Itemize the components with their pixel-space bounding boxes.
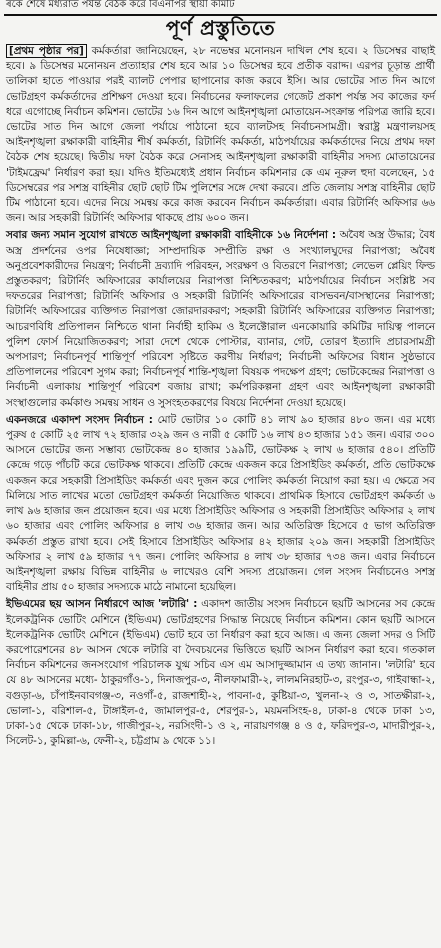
section-heading-glance: একনজরে একাদশ সংসদ নির্বাচন : <box>6 413 153 426</box>
paragraph-glance-text: মোট ভোটার ১০ কোটি ৪১ লাখ ৯০ হাজার ৪৮০ জন। এর মধ্যে পুরুষ ৫ কোটি ২৫ লাখ ৭২ হাজার ৩২৯ জন ও নারী ৫ কোটি ১৬ লাখ ৪৩ হাজার ১৫১ জন। এবার ৩০০ আসনে ভোটের জন্য সম্ভাব্য ভোটকেন্দ্র ৪০ হাজার ১৯৯টি, ভোটকক্ষ ২ লাখ ৬ হাজার ৫৪০। প্রতিটি কেন্দ্রে গড়ে পাঁচটি করে ভোটকক্ষ থাকবে। প্রতিটি কেন্দ্রে একজন করে প্রিসাইডিং কর্মকর্তা, প্রতি ভোটকক্ষে একজন করে সহকারী প্রিসাইডিং কর্মকর্তা এবং দুজন করে পোলিং কর্মকর্তা নিয়োগ করা হয়। এ ক্ষেত্রে সব মিলিয়ে সাত লাখের মতো ভোটগ্রহণ কর্মকর্তা নিয়োজিত থাকবে। প্রাথমিক হিসাবে ভোটগ্রহণ কর্মকর্তা ৬ লাখ ৯৬ হাজার জন প্রয়োজন হবে। এর মধ্যে প্রিসাইডিং অফিসার ও সহকারী প্রিসাইডিং অফিসার ২ লাখ ৬০ হাজার এবং পোলিং অফিসার ৪ লাখ ৩৬ হাজার জন। আর অতিরিক্ত হিসেবে ৫ ভাগ অতিরিক্ত কর্মকর্তা প্রস্তুত রাখা হবে। সেই হিসাবে প্রিসাইডিং অফিসার ৪২ হাজার ২০৯ জন। সহকারী প্রিসাইডিং অফিসার ২ লাখ ৫৯ হাজার ৭৭ জন। পোলিং অফিসার ৪ লাখ ৩৮ হাজার ৭৩৪ জন। এবার নির্বাচনে আইনশৃঙ্খলা রক্ষায় বিভিন্ন বাহিনীর ৬ লাখেরও বেশি সদস্য প্রয়োজন। গেল সংসদ নির্বাচনেও সশস্ত্র বাহিনীর প্রায় ৫০ হাজার সদস্যকে মাঠে নামানো হয়েছিল। <box>6 413 435 594</box>
paragraph-evm-lottery <box>6 597 435 749</box>
paragraph-intro <box>6 44 435 226</box>
article-body <box>6 44 435 751</box>
previous-article-tail: ৰকে শেষে মধ্যরাত পর্যন্ত বৈঠক করে বিএনপির স্থায়ী কমিটি <box>6 0 235 10</box>
continued-from-front-page-marker: [প্রথম পৃষ্ঠার পর] <box>6 44 87 58</box>
paragraph-election-at-a-glance <box>6 413 435 595</box>
section-heading-directives: সবার জন্য সমান সুযোগ রাখতে আইনশৃঙ্খলা রক্ষাকারী বাহিনীকে ১৬ নির্দেশনা : <box>6 229 336 242</box>
paragraph-directives-text: অবৈধ অস্ত্র উদ্ধার; বৈধ অস্ত্র প্রদর্শনের ওপর নিষেধাজ্ঞা; সাম্প্রদায়িক সম্প্রীতি রক্ষা ও সংখ্যালঘুদের নিরাপত্তা; অবৈধ অনুপ্রবেশকারীদের নিয়ন্ত্রণ; নির্বাচনী দ্রব্যাদি পরিবহন, সংরক্ষণ ও বিতরণে নিরাপত্তা; লেভেল প্লেয়িং ফিল্ড প্রস্তুতকরণ; রিটার্নিং অফিসারের কার্যালয়ের নিরাপত্তা নিশ্চিতকরণ; মাঠপর্যায়ের নির্বাচন সংশ্লিষ্ট সব দফতরের নিরাপত্তা; রিটার্নিং অফিসার ও সহকারী রিটার্নিং অফিসারের বাসভবন/বাসস্থানের নিরাপত্তা; রিটার্নিং অফিসারের ব্যক্তিগত নিরাপত্তা জোরদারকরণ; সহকারী রিটার্নিং অফিসারের ব্যক্তিগত নিরাপত্তা; আচরণবিধি প্রতিপালন নিশ্চিতে থানা নির্বাহী হাকিম ও ইলেক্টোরাল এনকোয়ারি কমিটির দায়িত্ব পালনে পুলিশ ফোর্স নিয়োজিতকরণ; সারা দেশে থেকে পোস্টার, ব্যানার, গেট, তোরণ ইত্যাদি প্রচারসামগ্রী অপসারণ; নির্বাচনপূর্ব শান্তিপূর্ণ পরিবেশ সৃষ্টিতে করণীয় নির্ধারণ; নির্বাচনী অফিসের বিধান সুষ্ঠভাবে প্রতিপালনের পরিবেশ সুগম করা; নির্বাচনপূর্ব শান্তি-শৃঙ্খলা বিষয়ক পদক্ষেপ গ্রহণ; ভোটকেন্দ্রের নিরাপত্তা ও নির্বাচনী এলাকায় শান্তিপূর্ণ পরিবেশ বজায় রাখা; কর্মপরিকল্পনা গ্রহণ এবং আইনশৃঙ্খলা রক্ষাকারী সংস্থাগুলোর কর্মকাণ্ড সমন্বয় সাধন ও সুসংহতকরণের বিষয়ে নির্দেশনা দেওয়া হয়েছে। <box>6 229 435 409</box>
paragraph-evm-text: একাদশ জাতীয় সংসদ নির্বাচনে ছয়টি আসনের সব কেন্দ্রে ইলেকট্রনিক ভোটিং মেশিনে (ইভিএম) ভোটগ্রহণের সিদ্ধান্ত নিয়েছে নির্বাচন কমিশন। কোন ছয়টি আসনে ইলেকট্রনিক ভোটিং মেশিনে (ইভিএম) ভোট হবে তা নির্ধারণ করা হবে আজ। এ জন্য জেলা সদর ও সিটি করপোরেশনের ৪৮ আসন থেকে লটারি বা দৈবচয়নের ভিত্তিতে ছয়টি আসন নির্ধারণ করা হবে। গতকাল নির্বাচন কমিশনের জনসংযোগ পরিচালক যুগ্ম সচিব এস এম আসাদুজ্জামান এ তথ্য জানান। 'লটারি' হবে যে ৪৮ আসনের মধ্যে- ঠাকুরগাঁও-১, দিনাজপুর-৩, নীলফামারী-২, লালমনিরহাট-৩, রংপুর-৩, গাইবান্ধা-২, বগুড়া-৬, চাঁপাইনবাবগঞ্জ-৩, নওগাঁ-৫, রাজশাহী-২, পাবনা-৫, কুষ্টিয়া-৩, খুলনা-২ ও ৩, সাতক্ষীরা-২, ভোলা-১, বরিশাল-৫, টাঙ্গাইল-৫, জামালপুর-৫, শেরপুর-১, ময়মনসিংহ-৪, ঢাকা-৪ থেকে ঢাকা ১৩, ঢাকা-১৫ থেকে ঢাকা-১৮, গাজীপুর-২, নরসিংদী-১ ও ২, নারায়ণগঞ্জ ৪ ও ৫, ফরিদপুর-৩, মাদারীপুর-২, সিলেট-১, কুমিল্লা-৬, ফেনী-২, চট্টগ্রাম ৯ থেকে ১১। <box>6 598 435 748</box>
section-heading-evm: ইভিএমের ছয় আসন নির্ধারণে আজ 'লটারি' : <box>6 598 198 611</box>
paragraph-security-directives <box>6 228 435 410</box>
page-title: পূর্ণ প্রস্তুতিতে <box>165 16 276 40</box>
paragraph-intro-text: কর্মকর্তারা জানিয়েছেন, ২৮ নভেম্বর মনোনয়ন দাখিল শেষ হবে। ২ ডিসেম্বর বাছাই হবে। ৯ ডিসেম্বর মনোনয়ন প্রত্যাহার শেষ হবে আর ১০ ডিসেম্বর হবে প্রতীক বরাদ্দ। এরপর চূড়ান্ত প্রার্থী তালিকা হাতে পাওয়ার পরই ব্যালট পেপার ছাপানোর কাজ করবে ইসি। আর ভোটের সাত দিন আগে ভোটগ্রহণ কর্মকর্তাদের প্রশিক্ষণ দেওয়া হবে। নির্বাচনের ফলাফলের গেজেট প্রকাশ পর্যন্ত সব কাজের ফর্দ ধরে এগোচ্ছে নির্বাচন কমিশন। ভোটের ১৬ দিন আগে আইনশৃঙ্খলা মোতায়েন-সংক্রান্ত পরিপত্র জারি হবে। ভোটের সাত দিন আগে জেলা পর্যায়ে পাঠানো হবে ব্যালটসহ নির্বাচনসামগ্রী। স্বরাষ্ট্র মন্ত্রণালয়সহ আইনশৃঙ্খলা রক্ষাকারী বাহিনীর শীর্ষ কর্মকর্তা, রিটার্নিং কর্মকর্তা, মাঠপর্যায়ের কর্মকর্তাদের নিয়ে প্রথম দফা বৈঠক শেষ হয়েছে। দ্বিতীয় দফা বৈঠক করে সেনাসহ আইনশৃঙ্খলা রক্ষাকারী বাহিনীর সদস্য মোতায়েনের 'টাইমফ্রেম' নির্ধারণ করা হয়। যদিও ইতিমধ্যেই প্রধান নির্বাচন কমিশনার কে এম নূরুল হুদা বলেছেন, ১৫ ডিসেম্বরের পর সশস্ত্র বাহিনীর ছোট ছোট টিম পুলিশের সঙ্গে দেখা করবে। প্রতি জেলায় সশস্ত্র বাহিনীর ছোট টিম পাঠানো হবে। এদের নিয়ে সমন্বয় করে কাজ করবেন নির্বাচন কর্মকর্তারা। এবার রিটার্নিং অফিসার ৬৬ জন। আর সহকারী রিটার্নিং অফিসার থাকছে প্রায় ৬০০ জন। <box>6 45 436 225</box>
